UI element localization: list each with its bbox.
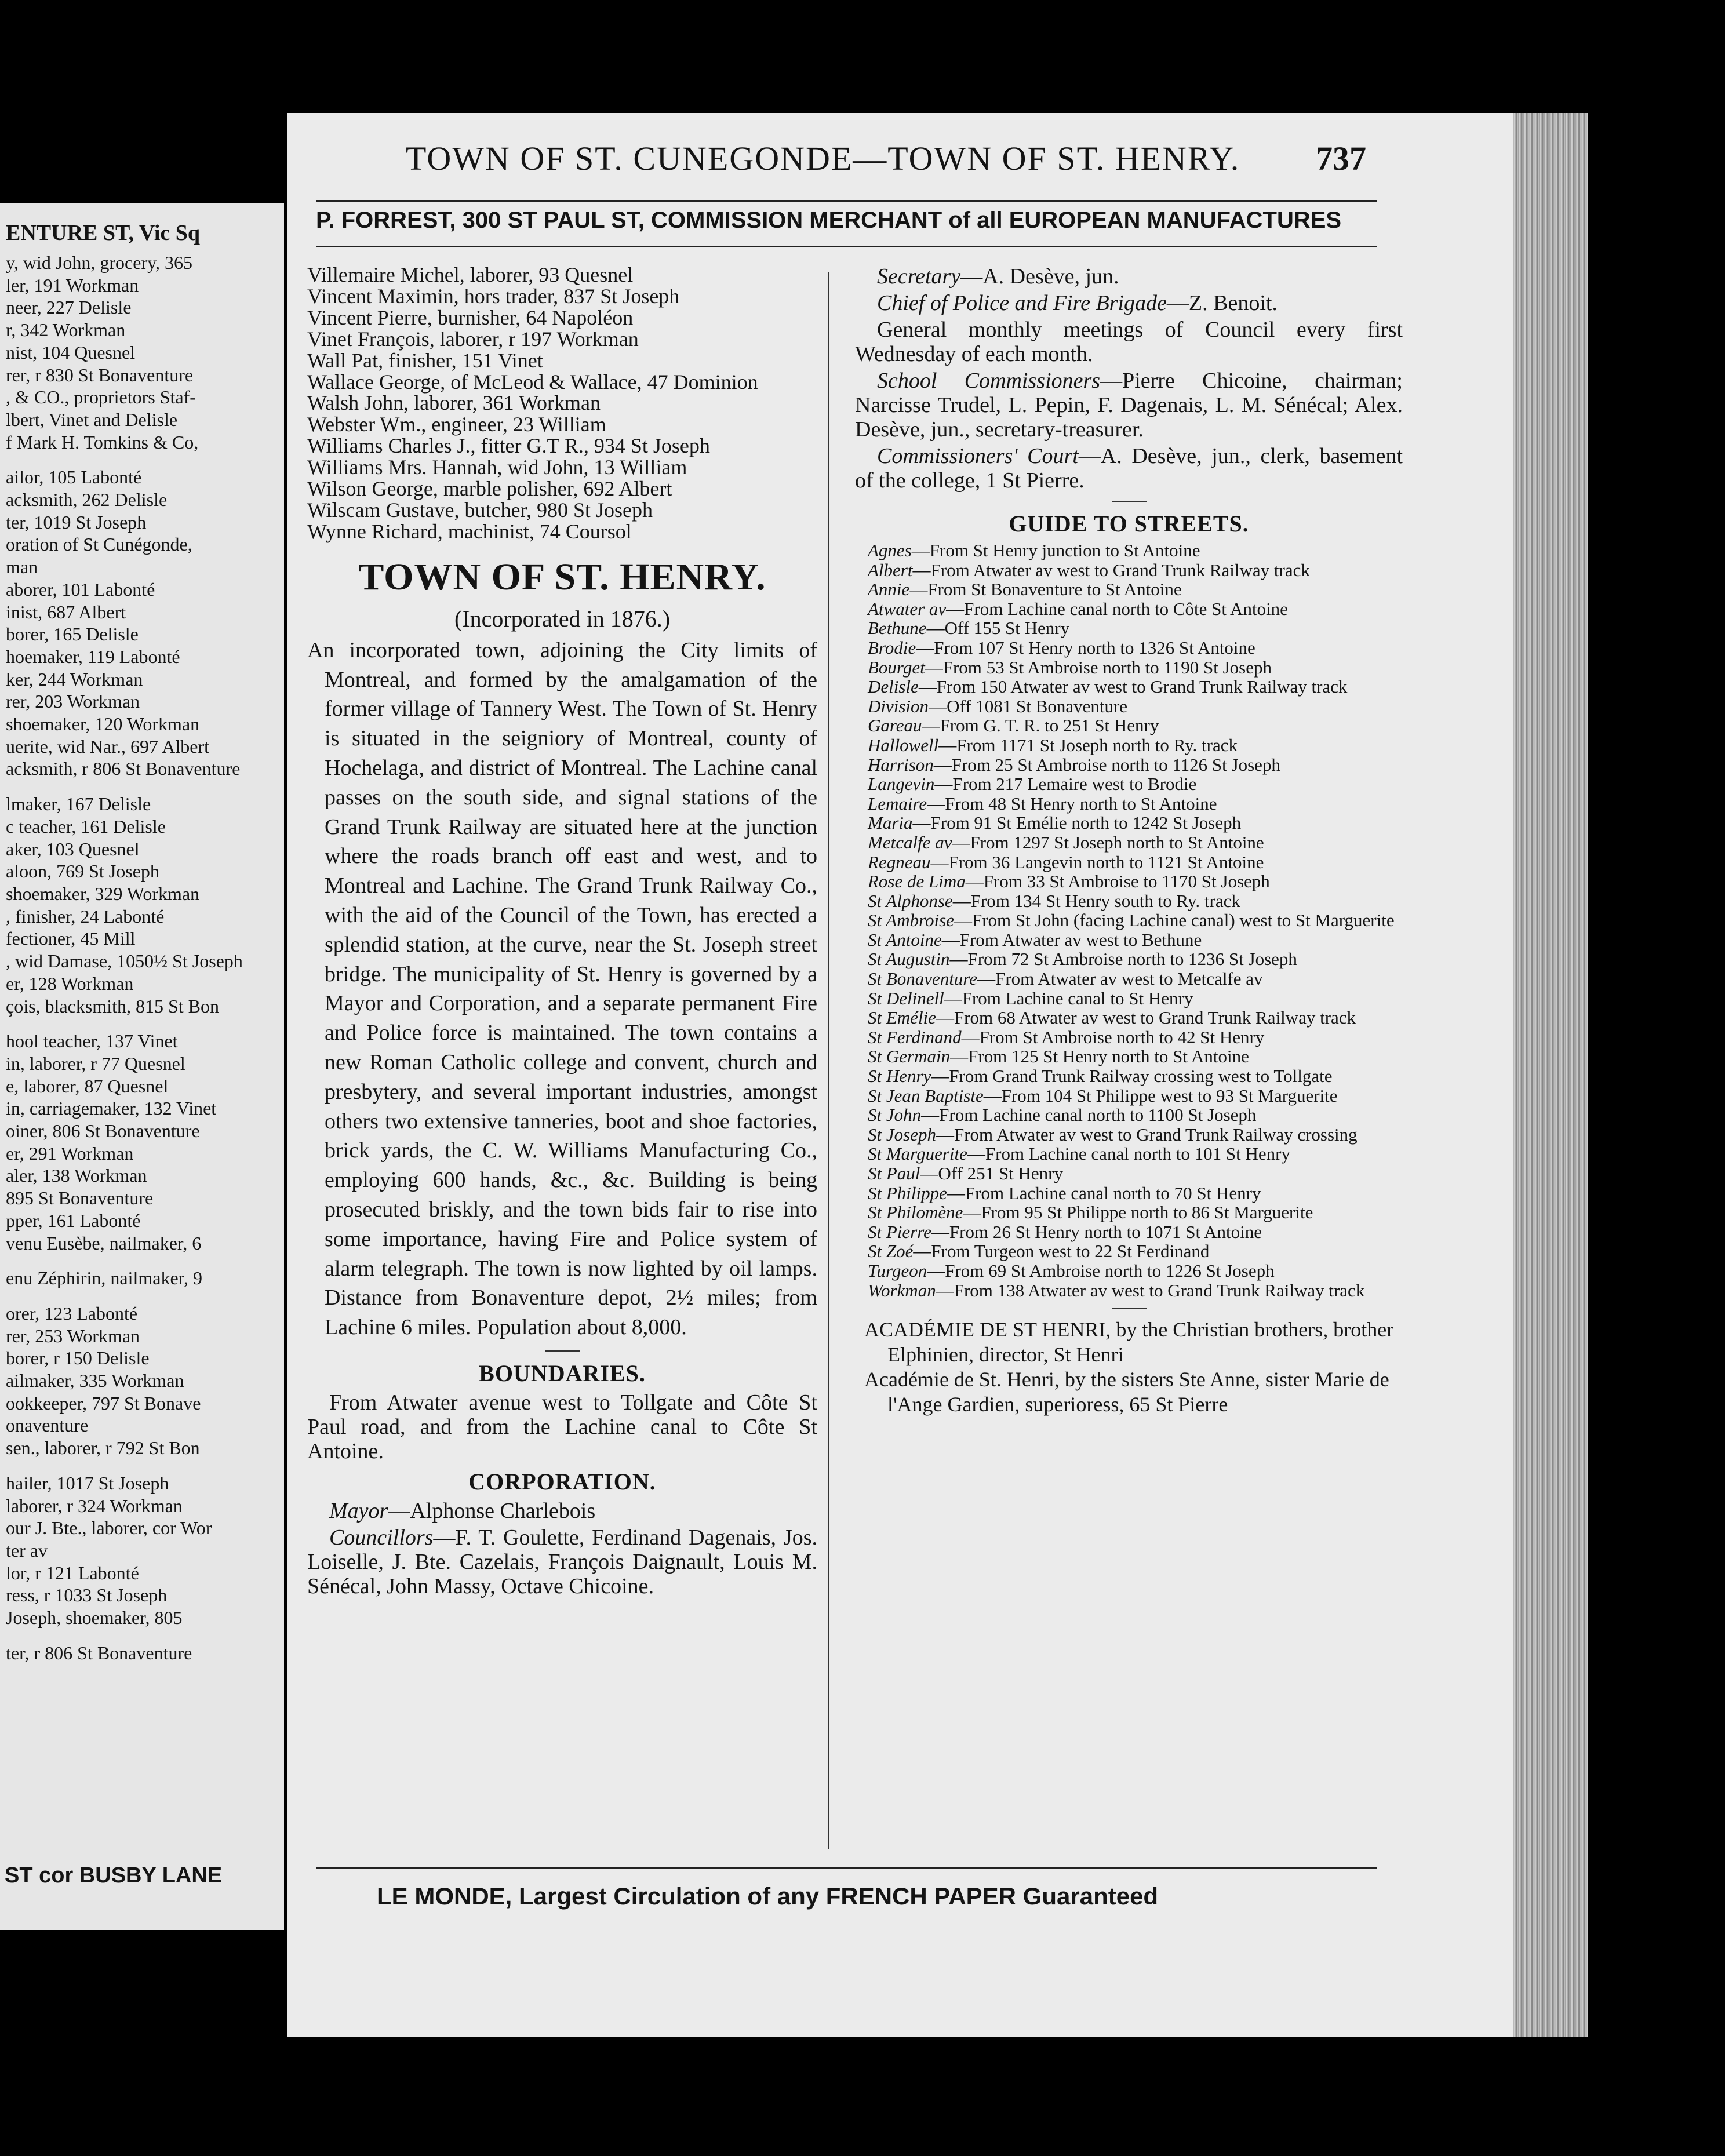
street-name: Rose de Lima	[868, 871, 966, 892]
left-page-line: venu Eusèbe, nailmaker, 6	[6, 1232, 202, 1254]
street-name: St Emélie	[868, 1007, 936, 1028]
court-entry	[855, 444, 1403, 493]
street-description: —From G. T. R. to 251 St Henry	[922, 715, 1159, 736]
street-description: —From 1171 St Joseph north to Ry. track	[938, 734, 1238, 755]
street-description: —From Atwater av west to Grand Trunk Railway track	[912, 559, 1310, 580]
street-name: Atwater av	[868, 598, 947, 619]
top-rule-lower	[316, 246, 1377, 247]
street-description: —From Atwater av west to Metcalfe av	[977, 968, 1263, 989]
street-entry	[855, 1125, 1403, 1145]
left-page-line: er, 128 Workman	[6, 973, 134, 994]
left-page-line: shoemaker, 329 Workman	[6, 883, 200, 904]
left-page-line: ailor, 105 Labonté	[6, 467, 142, 488]
left-page-line: acksmith, 262 Delisle	[6, 489, 168, 511]
left-page-line: , finisher, 24 Labonté	[6, 905, 165, 927]
left-page-line: acksmith, r 806 St Bonaventure	[6, 758, 241, 780]
street-description: —Off 1081 St Bonaventure	[929, 695, 1128, 716]
street-name: St Antoine	[868, 929, 942, 950]
left-page-line: onaventure	[6, 1415, 89, 1436]
left-page-line: pper, 161 Labonté	[6, 1210, 141, 1231]
secretary-entry	[855, 264, 1403, 289]
school-entry	[855, 369, 1403, 442]
left-page-line: enu Zéphirin, nailmaker, 9	[6, 1268, 203, 1289]
directory-entry: Williams Charles J., fitter G.T R., 934 St Joseph	[307, 434, 710, 458]
street-entry	[855, 872, 1403, 891]
street-entry	[855, 853, 1403, 872]
left-page-line: laborer, r 324 Workman	[6, 1495, 183, 1516]
street-guide-list	[855, 541, 1403, 1300]
left-page-line: our J. Bte., laborer, cor Wor	[6, 1517, 212, 1539]
street-entry	[855, 658, 1403, 678]
street-entry	[855, 930, 1403, 950]
guide-heading: GUIDE TO STREETS.	[1009, 511, 1249, 537]
councillors-entry	[307, 1525, 817, 1598]
mayor-name: —Alphonse Charlebois	[388, 1498, 596, 1523]
street-description: —From 69 St Ambroise north to 1226 St Joseph	[927, 1260, 1275, 1281]
street-name: St Joseph	[868, 1124, 936, 1145]
street-name: St Delinell	[868, 988, 944, 1008]
directory-entry: Wilscam Gustave, butcher, 980 St Joseph	[307, 498, 653, 522]
street-entry	[855, 891, 1403, 911]
left-page-line: orer, 123 Labonté	[6, 1302, 138, 1324]
street-description: —From Turgeon west to 22 St Ferdinand	[913, 1241, 1210, 1262]
left-column	[307, 264, 817, 1601]
street-name: St Germain	[868, 1046, 951, 1067]
street-name: St Ferdinand	[868, 1026, 962, 1047]
street-description: —From 134 St Henry south to Ry. track	[952, 890, 1240, 911]
left-page-line: 895 St Bonaventure	[6, 1188, 154, 1209]
street-entry	[855, 1144, 1403, 1164]
left-page-line: in, laborer, r 77 Quesnel	[6, 1052, 185, 1074]
street-name: Albert	[868, 559, 913, 580]
secretary-name: —A. Desève, jun.	[960, 264, 1119, 289]
police-name: —Z. Benoit.	[1166, 291, 1278, 315]
street-name: Annie	[868, 579, 910, 600]
section-dash	[1112, 1308, 1147, 1309]
street-entry	[855, 1028, 1403, 1047]
street-name: Bethune	[868, 618, 927, 639]
police-entry	[855, 291, 1403, 315]
directory-entry: Wilson George, marble polisher, 692 Albert	[307, 477, 672, 501]
left-page-line: rer, r 830 St Bonaventure	[6, 364, 194, 385]
street-name: St Alphonse	[868, 890, 953, 911]
left-page-lines	[6, 252, 284, 1664]
court-label: Commissioners' Court	[877, 444, 1079, 468]
left-page-line: borer, r 150 Delisle	[6, 1348, 150, 1369]
academies-list	[855, 1317, 1403, 1417]
street-description: —From 48 St Henry north to St Antoine	[927, 793, 1217, 814]
mayor-label: Mayor	[329, 1498, 388, 1523]
street-name: Regneau	[868, 851, 931, 872]
street-name: Turgeon	[868, 1260, 927, 1281]
left-page-line: man	[6, 556, 38, 578]
street-name: Agnes	[868, 540, 912, 560]
street-description: —From Lachine canal north to 101 St Henry	[967, 1143, 1290, 1164]
street-description: —From Lachine canal north to Côte St Antoine	[946, 598, 1288, 619]
left-page-line: ter, r 806 St Bonaventure	[6, 1642, 192, 1663]
left-page-line: ter av	[6, 1539, 48, 1561]
street-entry	[855, 541, 1403, 560]
street-entry	[855, 1086, 1403, 1106]
directory-entry: Vincent Maximin, hors trader, 837 St Joseph	[307, 284, 680, 308]
right-column	[855, 264, 1403, 1417]
councillors-names: —F. T. Goulette, Ferdinand Dagenais, Jos. Loiselle, J. Bte. Cazelais, François Daignault, Louis M. Sénécal, John Massy, Octave Chicoine.	[307, 1525, 817, 1598]
street-description: —From Atwater av west to Bethune	[941, 929, 1202, 950]
street-entry	[855, 911, 1403, 930]
left-page-line: oration of St Cunégonde,	[6, 534, 192, 555]
street-name: Bourget	[868, 657, 925, 678]
academy-entry: Académie de St. Henri, by the sisters Ste Anne, sister Marie de l'Ange Gardien, superioress, 65 St Pierre	[864, 1368, 1389, 1416]
street-entry	[855, 949, 1403, 969]
street-entry	[855, 1261, 1403, 1281]
street-name: St Pierre	[868, 1221, 931, 1242]
left-page-line: y, wid John, grocery, 365	[6, 252, 193, 273]
running-title: TOWN OF ST. CUNEGONDE—TOWN OF ST. HENRY.	[406, 140, 1240, 177]
left-page-column	[6, 214, 284, 1664]
boundaries-text: From Atwater avenue west to Tollgate and Côte St Paul road, and from the Lachine canal to Côte St Antoine.	[307, 1390, 817, 1463]
left-page-line: borer, 165 Delisle	[6, 624, 139, 645]
street-description: —From St John (facing Lachine canal) west to St Marguerite	[954, 910, 1395, 931]
town-description	[307, 636, 817, 1342]
street-entry	[855, 599, 1403, 619]
left-page-line: e, laborer, 87 Quesnel	[6, 1075, 169, 1097]
street-description: —From 217 Lemaire west to Brodie	[934, 774, 1197, 795]
left-page-line: fectioner, 45 Mill	[6, 928, 136, 949]
left-page-line: aborer, 101 Labonté	[6, 578, 155, 600]
bottom-rule	[316, 1867, 1377, 1869]
street-name: St Henry	[868, 1066, 931, 1087]
street-entry	[855, 716, 1403, 735]
left-page-line: aler, 138 Workman	[6, 1165, 147, 1186]
street-name: Delisle	[868, 676, 919, 697]
street-entry	[855, 618, 1403, 638]
street-entry	[855, 794, 1403, 814]
left-page-line: aloon, 769 St Joseph	[6, 861, 159, 882]
left-page-line: sen., laborer, r 792 St Bon	[6, 1437, 200, 1459]
street-entry	[855, 1222, 1403, 1242]
street-entry	[855, 1241, 1403, 1261]
street-description: —From 1297 St Joseph north to St Antoine	[952, 832, 1264, 853]
street-entry	[855, 1164, 1403, 1183]
column-divider	[828, 272, 829, 1849]
street-entry	[855, 989, 1403, 1008]
street-entry	[855, 1281, 1403, 1301]
street-name: St Bonaventure	[868, 968, 978, 989]
left-page-line: rer, 253 Workman	[6, 1325, 140, 1346]
left-page-footer: ST cor BUSBY LANE	[5, 1863, 223, 1888]
street-name: St Augustin	[868, 949, 950, 970]
section-dash	[1112, 501, 1147, 502]
street-description: —From St Ambroise north to 42 St Henry	[961, 1026, 1265, 1047]
street-description: —From 107 St Henry north to 1326 St Antoine	[916, 637, 1255, 658]
page-stack-edge	[1513, 113, 1588, 2037]
street-description: —Off 155 St Henry	[926, 618, 1070, 639]
left-page-line: er, 291 Workman	[6, 1142, 134, 1164]
street-entry	[855, 1203, 1403, 1222]
st-henry-title: TOWN OF ST. HENRY.	[358, 555, 766, 598]
police-label: Chief of Police and Fire Brigade	[877, 291, 1167, 315]
street-description: —From 125 St Henry north to St Antoine	[950, 1046, 1249, 1067]
street-name: Lemaire	[868, 793, 927, 814]
street-entry	[855, 1008, 1403, 1028]
incorporation-note: (Incorporated in 1876.)	[454, 605, 671, 632]
directory-entry: Webster Wm., engineer, 23 William	[307, 413, 606, 436]
left-page-line: , & CO., proprietors Staf-	[6, 387, 196, 408]
left-page-line: rer, 203 Workman	[6, 691, 140, 712]
court-text: —A. Desève, jun., clerk, basement of the college, 1 St Pierre.	[855, 444, 1403, 493]
street-entry	[855, 677, 1403, 697]
top-rule	[316, 200, 1377, 202]
street-description: —From Lachine canal to St Henry	[944, 988, 1193, 1008]
street-name: St Ambroise	[868, 910, 954, 931]
street-description: —From 36 Langevin north to 1121 St Antoine	[930, 851, 1264, 872]
left-page-line: , wid Damase, 1050½ St Joseph	[6, 950, 243, 972]
street-entry	[855, 774, 1403, 794]
street-description: —From Grand Trunk Railway crossing west to Tollgate	[931, 1066, 1333, 1087]
street-name: Maria	[868, 813, 913, 833]
directory-entry: Villemaire Michel, laborer, 93 Quesnel	[307, 263, 634, 286]
street-description: —From 26 St Henry north to 1071 St Antoine	[931, 1221, 1262, 1242]
street-description: —From St Henry junction to St Antoine	[911, 540, 1200, 560]
left-page-line: in, carriagemaker, 132 Vinet	[6, 1098, 217, 1119]
directory-entry: Vinet François, laborer, r 197 Workman	[307, 327, 639, 351]
left-page-line: ookkeeper, 797 St Bonave	[6, 1392, 201, 1414]
school-names: —Pierre Chicoine, chairman; Narcisse Trudel, L. Pepin, F. Dagenais, L. M. Sénécal; Alex. Desève, jun., secretary-treasurer.	[855, 369, 1403, 442]
boundaries-heading: BOUNDARIES.	[479, 1360, 646, 1386]
street-entry	[855, 1066, 1403, 1086]
left-page-line: çois, blacksmith, 815 St Bon	[6, 995, 219, 1017]
left-page-line: lbert, Vinet and Delisle	[6, 409, 178, 430]
left-page-line: oiner, 806 St Bonaventure	[6, 1120, 200, 1142]
directory-entry: Williams Mrs. Hannah, wid John, 13 William	[307, 456, 687, 479]
street-entry	[855, 638, 1403, 658]
street-name: Langevin	[868, 774, 935, 795]
street-description: —From 91 St Emélie north to 1242 St Joseph	[912, 813, 1242, 833]
left-page-line: hool teacher, 137 Vinet	[6, 1030, 178, 1052]
left-page-line: ler, 191 Workman	[6, 274, 139, 296]
left-page-line: aker, 103 Quesnel	[6, 838, 140, 860]
street-name: St Marguerite	[868, 1143, 967, 1164]
street-name: Metcalfe av	[868, 832, 952, 853]
town-description-text: An incorporated town, adjoining the City limits of Montreal, and formed by the amalgamation of the former village of Tannery West. The Town of St. Henry is situated in the seigniory of Montreal, county of Hochelaga, and district of Montreal. The Lachine canal passes on the south side, and signal stations of the Grand Trunk Railway are situated here at the junction where the roads branch off east and west, and to Montreal and Lachine. The Grand Trunk Railway Co., with the aid of the Council of the Town, has erected a splendid station, at the curve, near the St. Joseph street bridge. The municipality of St. Henry is governed by a Mayor and Corporation, and a separate permanent Fire and Police force is maintained. The town contains a new Roman Catholic college and convent, church and presbytery, and several important industries, amongst others two extensive tanneries, boot and shoe factories, brick yards, the C. W. Williams Manufacturing Co., employing 600 hands, &c., &c. Building is being prosecuted briskly, and the town bids fair to rise into some importance, having Fire and Police system of alarm telegraph. The town is now lighted by oil lamps. Distance from Bonaventure depot, 2½ miles; from Lachine 6 miles. Population about 8,000.	[307, 638, 817, 1340]
left-page-line: f Mark H. Tomkins & Co,	[6, 431, 199, 453]
street-name: St Paul	[868, 1163, 920, 1183]
left-facing-page	[0, 203, 284, 1930]
directory-entry: Wallace George, of McLeod & Wallace, 47 Dominion	[307, 370, 758, 394]
street-description: —From 53 St Ambroise north to 1190 St Joseph	[925, 657, 1272, 678]
street-description: —From Lachine canal north to 70 St Henry	[947, 1182, 1261, 1203]
street-description: —From 104 St Philippe west to 93 St Marguerite	[983, 1085, 1338, 1106]
street-description: —From Lachine canal north to 1100 St Joseph	[921, 1105, 1257, 1126]
street-name: St Philomène	[868, 1202, 963, 1223]
left-page-line: ress, r 1033 St Joseph	[6, 1585, 168, 1606]
street-entry	[855, 813, 1403, 833]
street-description: —From 138 Atwater av west to Grand Trunk Railway track	[936, 1280, 1365, 1301]
street-entry	[855, 735, 1403, 755]
directory-entry: Walsh John, laborer, 361 Workman	[307, 391, 601, 415]
street-entry	[855, 580, 1403, 599]
left-page-line: uerite, wid Nar., 697 Albert	[6, 735, 210, 757]
left-page-line: c teacher, 161 Delisle	[6, 815, 166, 837]
left-page-line: r, 342 Workman	[6, 319, 126, 341]
street-name: Workman	[868, 1280, 936, 1301]
secretary-label: Secretary	[877, 264, 961, 289]
street-entry	[855, 1183, 1403, 1203]
meetings-note: General monthly meetings of Council every first Wednesday of each month.	[855, 318, 1403, 366]
left-page-line: Joseph, shoemaker, 805	[6, 1607, 183, 1629]
left-page-line: nist, 104 Quesnel	[6, 341, 136, 363]
street-description: —From St Bonaventure to St Antoine	[909, 579, 1182, 600]
street-name: St John	[868, 1105, 922, 1126]
street-description: —From 150 Atwater av west to Grand Trunk Railway track	[918, 676, 1348, 697]
left-page-line: hailer, 1017 St Joseph	[6, 1472, 169, 1494]
street-entry	[855, 833, 1403, 853]
street-entry	[855, 697, 1403, 716]
street-description: —From 68 Atwater av west to Grand Trunk Railway track	[936, 1007, 1356, 1028]
street-entry	[855, 560, 1403, 580]
street-name: Brodie	[868, 637, 916, 658]
street-name: Division	[868, 695, 929, 716]
street-description: —From 33 St Ambroise to 1170 St Joseph	[965, 871, 1270, 892]
left-page-line: neer, 227 Delisle	[6, 297, 132, 318]
academy-entry: ACADÉMIE DE ST HENRI, by the Christian brothers, brother Elphinien, director, St Henri	[864, 1318, 1394, 1367]
left-page-line: inist, 687 Albert	[6, 601, 126, 622]
left-page-line: ter, 1019 St Joseph	[6, 511, 147, 533]
page-number: 737	[1316, 140, 1366, 177]
street-description: —Off 251 St Henry	[920, 1163, 1063, 1183]
school-label: School Commissioners	[877, 369, 1101, 393]
mayor-entry	[307, 1499, 817, 1523]
street-name: Gareau	[868, 715, 922, 736]
street-name: St Philippe	[868, 1182, 947, 1203]
councillors-label: Councillors	[329, 1525, 434, 1550]
street-entry	[855, 1105, 1403, 1125]
street-name: St Jean Baptiste	[868, 1085, 984, 1106]
left-page-line: lmaker, 167 Delisle	[6, 793, 151, 815]
left-page-line: lor, r 121 Labonté	[6, 1562, 139, 1583]
directory-entry: Vincent Pierre, burnisher, 64 Napoléon	[307, 305, 634, 329]
street-description: —From 72 St Ambroise north to 1236 St Joseph	[949, 949, 1297, 970]
advertisement-banner-top: P. FORREST, 300 ST PAUL ST, COMMISSION MERCHANT of all EUROPEAN MANUFACTURES	[316, 207, 1342, 233]
left-page-line: ker, 244 Workman	[6, 668, 143, 690]
street-description: —From 25 St Ambroise north to 1126 St Joseph	[933, 754, 1280, 775]
street-description: —From Atwater av west to Grand Trunk Railway crossing	[936, 1124, 1358, 1145]
street-entry	[855, 1047, 1403, 1066]
left-page-line: ailmaker, 335 Workman	[6, 1370, 184, 1392]
left-page-header: ENTURE ST, Vic Sq	[6, 221, 201, 245]
street-entry	[855, 969, 1403, 989]
left-page-line: hoemaker, 119 Labonté	[6, 646, 180, 667]
directory-entry: Wynne Richard, machinist, 74 Coursol	[307, 519, 632, 543]
cunegonde-directory-list	[307, 264, 817, 542]
advertisement-banner-bottom: LE MONDE, Largest Circulation of any FRENCH PAPER Guaranteed	[377, 1882, 1159, 1910]
street-description: —From 95 St Philippe north to 86 St Marguerite	[963, 1202, 1313, 1223]
left-page-line: shoemaker, 120 Workman	[6, 713, 200, 735]
street-name: St Zoé	[868, 1241, 914, 1262]
corporation-heading: CORPORATION.	[468, 1468, 656, 1495]
section-dash	[545, 1350, 580, 1352]
street-entry	[855, 755, 1403, 775]
street-name: Hallowell	[868, 734, 939, 755]
street-name: Harrison	[868, 754, 934, 775]
directory-entry: Wall Pat, finisher, 151 Vinet	[307, 348, 543, 372]
